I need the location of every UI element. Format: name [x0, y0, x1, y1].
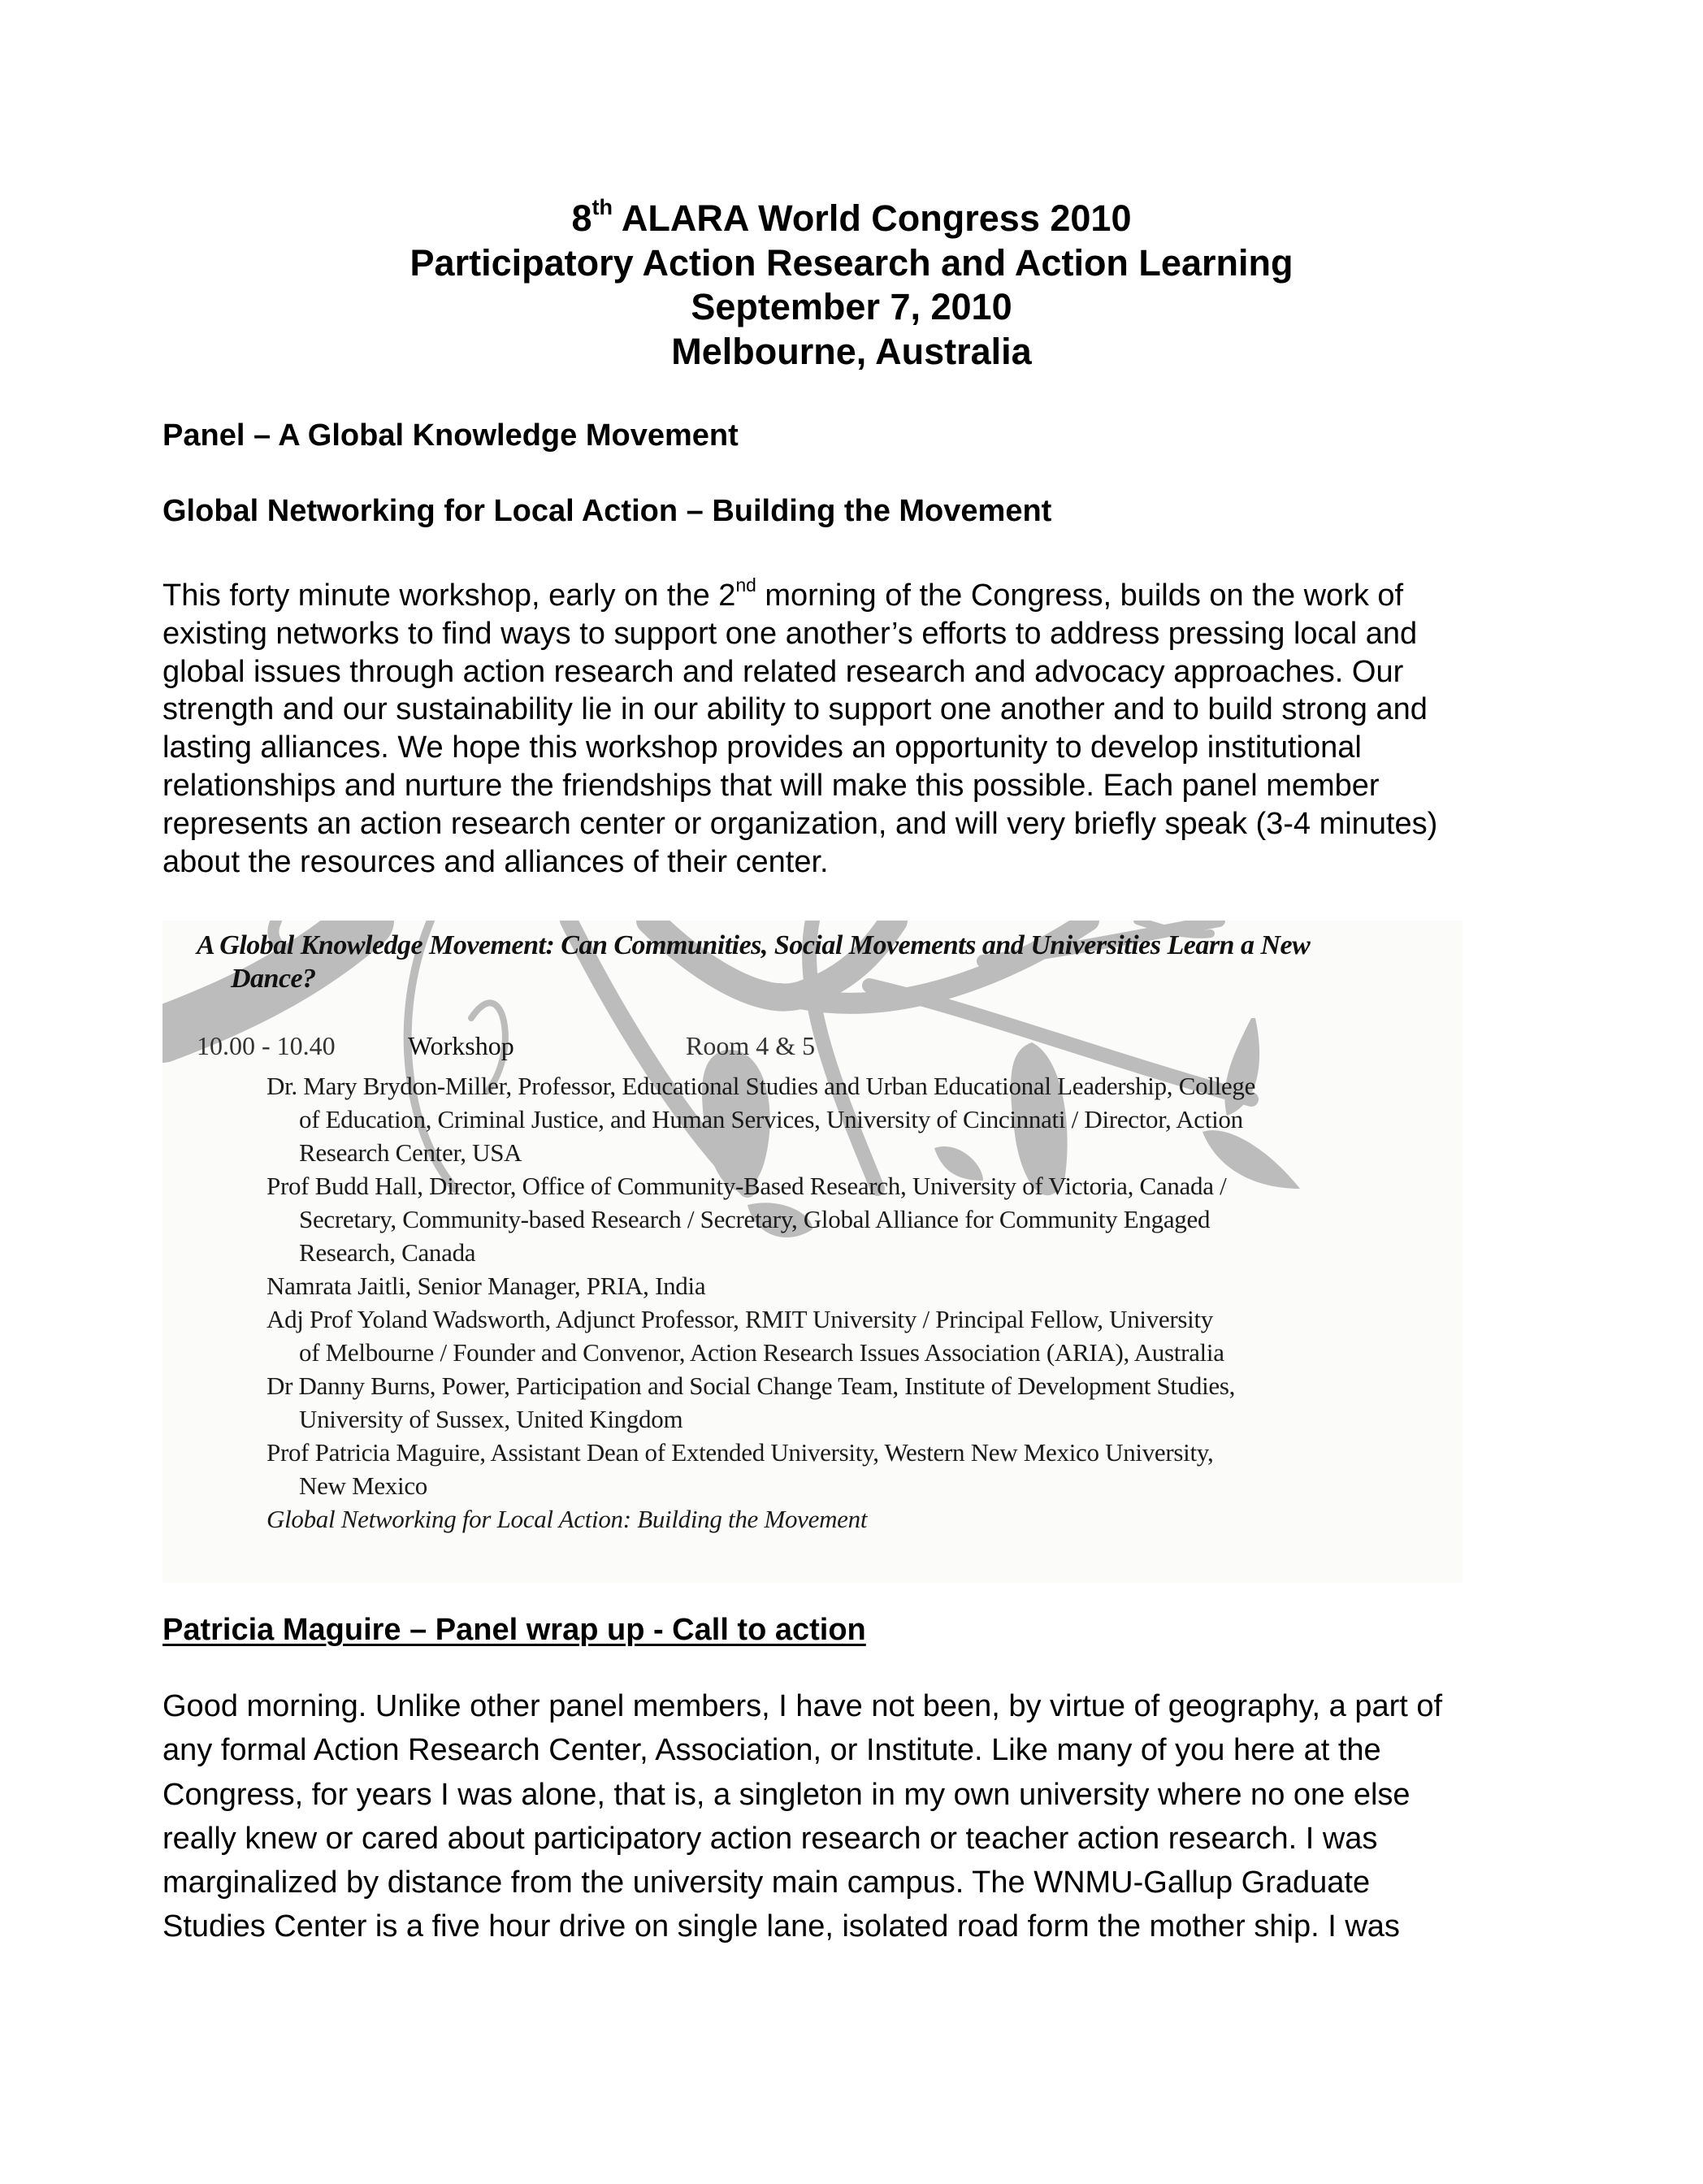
intro-line: global issues through action research and related research and advocacy approaches. Our	[162, 654, 1404, 689]
program-scan-image	[162, 921, 1462, 1583]
title-line-theme: Participatory Action Research and Action Learning	[410, 241, 1294, 284]
wrap-up-line: any formal Action Research Center, Association, or Institute. Like many of you here at the	[162, 1733, 1381, 1768]
intro-line: relationships and nurture the friendships that will make this possible. Each panel member	[162, 768, 1380, 803]
wrap-up-line: really knew or cared about participatory action research or teacher action research. I was	[162, 1821, 1378, 1856]
panelist-line: New Mexico	[299, 1471, 427, 1500]
intro-line: about the resources and alliances of their center.	[162, 844, 829, 879]
session-room: Room 4 & 5	[686, 1031, 816, 1060]
panelist-line: Dr. Mary Brydon-Miller, Professor, Educational Studies and Urban Educational Leadership, College	[266, 1072, 1256, 1100]
document-title-block	[0, 194, 1703, 374]
panelist-line: Research, Canada	[299, 1238, 476, 1267]
panelist-line: University of Sussex, United Kingdom	[299, 1405, 683, 1433]
panel-heading: Panel – A Global Knowledge Movement	[162, 418, 739, 453]
session-schedule-row	[197, 1031, 815, 1061]
intro-line: strength and our sustainability lie in our ability to support one another and to build strong and	[162, 692, 1428, 727]
intro-line: lasting alliances. We hope this workshop provides an opportunity to develop institutional	[162, 730, 1362, 765]
program-title: A Global Knowledge Movement: Can Communities, Social Movements and Universities Learn a New Dance?	[197, 930, 1311, 994]
session-subtitle: Global Networking for Local Action: Building the Movement	[266, 1505, 868, 1533]
panelist-line: Secretary, Community-based Research / Secretary, Global Alliance for Community Engaged	[299, 1205, 1211, 1233]
intro-line: This forty minute workshop, early on the 2nd morning of the Congress, builds on the work of	[162, 574, 1404, 613]
panelist-line: Dr Danny Burns, Power, Participation and Social Change Team, Institute of Development Studies,	[266, 1372, 1236, 1400]
session-type: Workshop	[408, 1031, 514, 1060]
wrap-up-line: Congress, for years I was alone, that is, a singleton in my own university where no one else	[162, 1777, 1410, 1812]
title-line-location: Melbourne, Australia	[671, 330, 1032, 372]
intro-paragraph	[162, 574, 1544, 881]
panelist-list	[266, 1069, 1255, 1536]
panelist-line: Prof Patricia Maguire, Assistant Dean of Extended University, Western New Mexico University,	[266, 1438, 1214, 1467]
wrap-up-line: Studies Center is a five hour drive on single lane, isolated road form the mother ship. I was	[162, 1909, 1400, 1944]
wrap-up-paragraph	[162, 1684, 1442, 1949]
panelist-line: of Melbourne / Founder and Convenor, Action Research Issues Association (ARIA), Australia	[299, 1338, 1224, 1367]
intro-line: represents an action research center or organization, and will very briefly speak (3-4 minutes)	[162, 806, 1438, 841]
intro-line: existing networks to find ways to support one another’s efforts to address pressing local and	[162, 616, 1418, 651]
wrap-up-line: Good morning. Unlike other panel members, I have not been, by virtue of geography, a part of	[162, 1689, 1443, 1723]
panelist-line: Namrata Jaitli, Senior Manager, PRIA, India	[266, 1272, 706, 1300]
panelist-line: Research Center, USA	[299, 1138, 522, 1167]
workshop-heading: Global Networking for Local Action – Building the Movement	[162, 494, 1052, 528]
wrap-up-line: marginalized by distance from the university main campus. The WNMU-Gallup Graduate	[162, 1866, 1371, 1900]
title-line-congress: 8th ALARA World Congress 2010	[571, 194, 1132, 239]
wrap-up-heading: Patricia Maguire – Panel wrap up - Call to action	[162, 1613, 866, 1647]
title-line-date: September 7, 2010	[691, 286, 1012, 327]
panelist-line: of Education, Criminal Justice, and Human Services, University of Cincinnati / Director, Action	[299, 1105, 1243, 1133]
panelist-line: Prof Budd Hall, Director, Office of Community-Based Research, University of Victoria, Canada /	[266, 1172, 1227, 1200]
panelist-line: Adj Prof Yoland Wadsworth, Adjunct Professor, RMIT University / Principal Fellow, University	[266, 1305, 1213, 1333]
session-time: 10.00 - 10.40	[197, 1031, 336, 1060]
